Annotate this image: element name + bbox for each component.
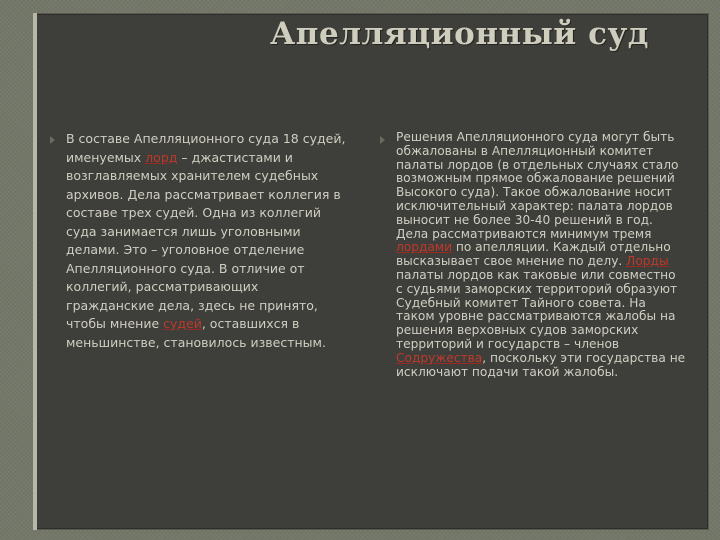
commonwealth-link[interactable]: Содружества bbox=[396, 350, 483, 365]
right-text-column bbox=[396, 131, 686, 379]
right-text-segment: Решения Апелляционного суда могут быть обжалованы в Апелляционный комитет палаты лордов (в отдельных случаях стало возможным прямое обжалование решений Высокого суда). Такое обжалование носит исключительный характер: палата лордов выносит не более 30-40 решений в год. Дела рассматриваются минимум тремя bbox=[396, 130, 679, 241]
lords-link[interactable]: лордами bbox=[396, 240, 452, 255]
panel-accent-bar bbox=[33, 13, 37, 530]
left-text-segment: , оставшихся в меньшинстве, становилось известным. bbox=[66, 316, 326, 350]
bullet-marker-icon bbox=[50, 136, 55, 144]
lord-link[interactable]: лорд bbox=[145, 149, 178, 165]
left-paragraph bbox=[66, 130, 346, 352]
right-text-segment: палаты лордов как таковые или совместно с судьями заморских территорий образуют Судебный комитет Тайного совета. На таком уровне рассматриваются жалобы на решения верховных судов заморских территорий и государств – членов bbox=[396, 267, 678, 351]
slide-title: Апелляционный суд bbox=[270, 16, 649, 52]
left-text-column bbox=[66, 130, 346, 352]
lords-capital-link[interactable]: Лорды bbox=[626, 254, 669, 269]
right-text-segment: , поскольку эти государства не исключают подачи такой жалобы. bbox=[396, 350, 686, 379]
right-text-segment: по апелляции. Каждый отдельно высказывает свое мнение по делу. bbox=[396, 240, 671, 269]
left-text-segment: В составе Апелляционного суда 18 судей, именуемых bbox=[66, 131, 346, 165]
judges-link[interactable]: судей bbox=[163, 316, 202, 331]
right-paragraph bbox=[396, 131, 686, 379]
bullet-marker-icon bbox=[380, 136, 385, 144]
left-text-segment: – джастистами и возглавляемых хранителем судебных архивов. Дела рассматривает коллегия в составе трех судей. Одна из коллегий суда занимается лишь уголовными делами. Это – уголовное отделение Апелляционного суда. В отличие от коллегий, рассматривающих гражданские дела, здесь не принято, чтобы мнение bbox=[66, 149, 341, 331]
